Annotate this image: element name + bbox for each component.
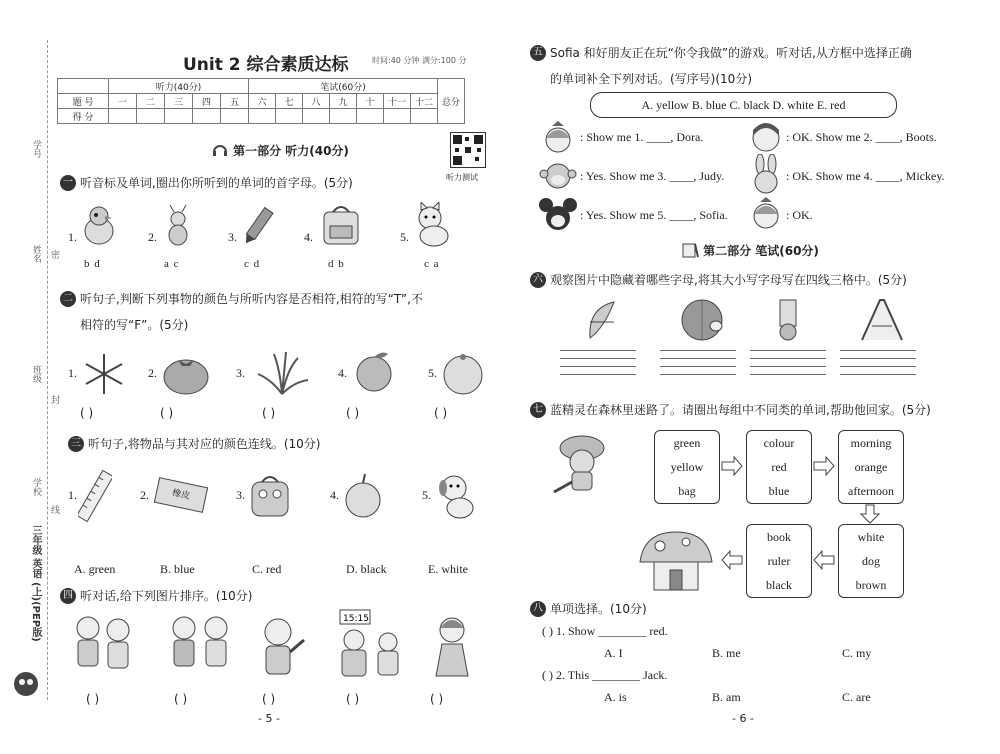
part1-header: 第一部分 听力(40分) — [190, 139, 370, 161]
q8-heading — [530, 600, 647, 617]
q1-item4-options[interactable]: d b — [328, 258, 345, 270]
q2-answer-4[interactable]: ( ) — [346, 406, 360, 420]
listening-group-header: 听力(40分) — [109, 79, 249, 94]
word-dog[interactable]: dog — [862, 554, 880, 568]
ant-icon — [160, 205, 196, 247]
apple-icon — [342, 470, 384, 520]
mcq-1-option-c[interactable]: C. my — [842, 646, 872, 660]
word-group-2 — [746, 430, 812, 504]
right-page — [500, 0, 1000, 754]
dog-icon — [434, 470, 478, 520]
q1-heading — [60, 174, 353, 191]
hedgehog-hidden-letter-icon — [678, 296, 726, 342]
writing-lines-2[interactable] — [660, 350, 736, 374]
q7-number: 七 — [530, 402, 546, 418]
clock-time-label: 15:15 — [343, 614, 369, 624]
arrow-right-icon — [812, 456, 836, 476]
part2-header: 第二部分 笔试(60分) — [660, 239, 840, 261]
q8-instruction: 单项选择。(10分) — [550, 602, 647, 616]
margin-grade-label: 三年级 英语 (上)(PEP版) — [30, 525, 41, 642]
q3-heading — [68, 435, 320, 452]
arrow-right-icon — [720, 456, 744, 476]
mcq-1-stem[interactable]: ( ) 1. Show ________ red. — [542, 624, 668, 638]
orange-icon — [440, 350, 486, 396]
q2-number: 二 — [60, 291, 76, 307]
q5-number: 五 — [530, 45, 546, 61]
q1-item1-options[interactable]: b d — [84, 258, 101, 270]
dialog-line-4[interactable]: : OK. Show me 4. ____, Mickey. — [786, 169, 945, 183]
dialog-line-6[interactable]: : OK. — [786, 208, 813, 222]
mcq-2-option-a[interactable]: A. is — [604, 690, 627, 704]
page-number-left: - 5 - — [258, 712, 280, 725]
word-yellow[interactable]: yellow — [670, 460, 704, 474]
color-option-b[interactable]: B. blue — [160, 562, 195, 576]
crayon-icon — [240, 205, 276, 247]
q3-instruction: 听句子,将物品与其对应的颜色连线。(10分) — [88, 437, 321, 451]
q2-answer-5[interactable]: ( ) — [434, 406, 448, 420]
q4-number: 四 — [60, 588, 76, 604]
orange-fruit-icon — [352, 348, 396, 394]
word-book[interactable]: book — [767, 530, 791, 544]
qr-code[interactable] — [450, 132, 486, 168]
q1-number: 一 — [60, 175, 76, 191]
exam-meta: 时间:40 分钟 满分:100 分 — [372, 56, 467, 65]
word-bag[interactable]: bag — [678, 484, 696, 498]
word-brown[interactable]: brown — [855, 578, 887, 592]
two-boys-icon — [70, 612, 140, 680]
q7-instruction: 蓝精灵在森林里迷路了。请圈出每组中不同类的单词,帮助他回家。(5分) — [550, 403, 931, 417]
grass-icon — [254, 350, 310, 396]
mcq-1-option-b[interactable]: B. me — [712, 646, 741, 660]
q2-instruction-line1: 听句子,判断下列事物的颜色与所听内容是否相符,相符的写“T”,不 — [80, 292, 423, 306]
q3-number: 三 — [68, 436, 84, 452]
word-orange[interactable]: orange — [854, 460, 888, 474]
word-morning[interactable]: morning — [850, 436, 892, 450]
q4-answer-2[interactable]: ( ) — [174, 692, 188, 706]
headphones-icon — [211, 142, 229, 158]
writing-lines-3[interactable] — [750, 350, 826, 374]
q6-number: 六 — [530, 272, 546, 288]
q4-instruction: 听对话,给下列图片排序。(10分) — [80, 589, 253, 603]
word-blue[interactable]: blue — [768, 484, 790, 498]
margin-label-line: 线 — [49, 505, 59, 514]
writing-lines-4[interactable] — [840, 350, 916, 374]
mascot-icon — [12, 668, 40, 698]
smurf-icon — [544, 432, 624, 496]
mcq-1-option-a[interactable]: A. I — [604, 646, 623, 660]
q1-item3-options[interactable]: c d — [244, 258, 261, 270]
color-option-c[interactable]: C. red — [252, 562, 282, 576]
bag-icon — [318, 202, 364, 248]
q5-instruction-line1: Sofia 和好朋友正在玩“你令我做”的游戏。听对话,从方框中选择正确 — [550, 46, 912, 60]
boots-monkey-avatar-icon — [538, 158, 578, 194]
margin-label-name: 姓名 — [31, 245, 41, 263]
boy-waving-icon — [250, 612, 310, 680]
left-page: 学号 姓名 班级 学校 线 封 密 三年级 英语 (上)(PEP版) Unit 2 综合素质达标 时间:40 分钟 满分:100 分 听力(40分) 笔试(60分) 总分 题 号 一 二 三 四 五 六 七 八 九 十 十一 十二 得 分 听力测试 第一部分 听力(40分) 一 听音标及单词,圈出你所听到的单词的首字母。(5分) 1. b d 2. a c 3. c d 4. d b 5. c a 二 听句子,判断下列事物的颜色与所听内容是否相符,相符的写“T”,不 相符的写“F”。(5分) 1. ( ) 2. ( ) 3. ( ) 4. ( ) 5. ( ) 三 听句子,将物品与其对应的颜色连线。(10分) 1. 2. 橡皮 3. 4. 5. A. green B. blue C. red D. black E. white 四 听对话,给下列图片排序。(10分) ( ) ( ) ( ) 15:15 ( ) ( ) - 5 - — [0, 0, 500, 754]
row-label-number: 题 号 — [58, 94, 109, 109]
mother-son-clock-icon — [330, 608, 410, 680]
word-colour[interactable]: colour — [763, 436, 795, 450]
q6-instruction: 观察图片中隐藏着哪些字母,将其大小写字母写在四线三格中。(5分) — [550, 273, 907, 287]
color-option-e[interactable]: E. white — [428, 562, 468, 576]
word-green[interactable]: green — [673, 436, 701, 450]
word-group-1 — [654, 430, 720, 504]
qr-code-icon — [451, 133, 485, 167]
margin-label-class: 班级 — [31, 365, 41, 383]
snowflake-icon — [82, 352, 126, 396]
mickey-avatar-icon — [538, 196, 578, 234]
color-option-a[interactable]: A. green — [74, 562, 116, 576]
cut-line — [47, 40, 48, 700]
q2-answer-1[interactable]: ( ) — [80, 406, 94, 420]
writing-group-header: 笔试(60分) — [249, 79, 438, 94]
dialog-line-2[interactable]: : OK. Show me 2. ____, Boots. — [786, 130, 937, 144]
q5-heading — [530, 44, 912, 61]
row-label-score: 得 分 — [58, 109, 109, 124]
q6-heading — [530, 271, 907, 288]
dialog-line-5[interactable]: : Yes. Show me 5. ____, Sofia. — [580, 208, 728, 222]
mcq-2-option-b[interactable]: B. am — [712, 690, 741, 704]
arrow-left-icon — [812, 550, 836, 570]
q5-word-box: A. yellow B. blue C. black D. white E. red — [590, 92, 897, 118]
writing-lines-1[interactable] — [560, 350, 636, 374]
page-number-right: - 6 - — [732, 712, 754, 725]
word-black[interactable]: black — [766, 578, 792, 592]
q2-answer-2[interactable]: ( ) — [160, 406, 174, 420]
sofia-avatar-2-icon — [748, 196, 784, 234]
backpack-icon — [248, 470, 292, 520]
q7-heading — [530, 401, 931, 418]
binding-margin — [0, 0, 59, 754]
word-group-4 — [838, 524, 904, 598]
word-afternoon[interactable]: afternoon — [848, 484, 894, 498]
q4-answer-5[interactable]: ( ) — [430, 692, 444, 706]
dora-avatar-icon — [748, 120, 784, 156]
score-table: 听力(40分) 笔试(60分) 总分 题 号 一 二 三 四 五 六 七 八 九 十 十一 十二 得 分 — [57, 78, 465, 124]
q2-instruction-line2: 相符的写“F”。(5分) — [80, 318, 189, 332]
q4-answer-3[interactable]: ( ) — [262, 692, 276, 706]
color-option-d[interactable]: D. black — [346, 562, 387, 576]
judy-rabbit-avatar-icon — [748, 154, 784, 196]
q1-instruction: 听音标及单词,圈出你所听到的单词的首字母。(5分) — [80, 176, 353, 190]
qr-label: 听力测试 — [446, 173, 478, 182]
dialog-line-3[interactable]: : Yes. Show me 3. ____, Judy. — [580, 169, 725, 183]
q1-item2-options[interactable]: a c — [164, 258, 180, 270]
hands-hidden-letter-icon — [856, 296, 908, 342]
leaf-hidden-letter-icon — [584, 298, 624, 342]
mushroom-house-icon — [636, 528, 716, 594]
margin-label-student-id: 学号 — [31, 140, 41, 158]
score-cell[interactable] — [109, 109, 137, 124]
margin-label-seal: 封 — [49, 395, 59, 404]
q4-answer-1[interactable]: ( ) — [86, 692, 100, 706]
page-title: Unit 2 综合素质达标 — [183, 55, 349, 75]
eraser-icon: 橡皮 — [154, 477, 208, 513]
word-red[interactable]: red — [771, 460, 787, 474]
q5-instruction-line2: 的单词补全下列对话。(写序号)(10分) — [550, 72, 752, 86]
ruler-icon — [78, 470, 112, 522]
mcq-2-stem[interactable]: ( ) 2. This ________ Jack. — [542, 668, 668, 682]
girl-icon — [424, 612, 480, 680]
arrow-down-icon — [860, 504, 880, 524]
word-ruler[interactable]: ruler — [767, 554, 791, 568]
q4-heading — [60, 587, 252, 604]
sofia-avatar-icon — [538, 120, 578, 156]
boys-greeting-icon — [166, 612, 236, 680]
word-group-3 — [838, 430, 904, 504]
word-group-5 — [746, 524, 812, 598]
q2-answer-3[interactable]: ( ) — [262, 406, 276, 420]
lemon-slice-hidden-letter-icon — [770, 296, 806, 342]
cat-icon — [412, 202, 456, 248]
q1-item5-options[interactable]: c a — [424, 258, 440, 270]
margin-label-school: 学校 — [31, 478, 41, 496]
bird-icon — [80, 203, 118, 249]
total-header: 总分 — [438, 79, 465, 124]
tomato-icon — [162, 350, 210, 396]
mcq-2-option-c[interactable]: C. are — [842, 690, 871, 704]
margin-label-secret: 密 — [49, 250, 59, 259]
q8-number: 八 — [530, 601, 546, 617]
q4-answer-4[interactable]: ( ) — [346, 692, 360, 706]
word-white[interactable]: white — [857, 530, 885, 544]
pencil-note-icon — [681, 242, 699, 258]
q2-heading — [60, 290, 423, 307]
dialog-line-1[interactable]: : Show me 1. ____, Dora. — [580, 130, 704, 144]
arrow-left-icon — [720, 550, 744, 570]
